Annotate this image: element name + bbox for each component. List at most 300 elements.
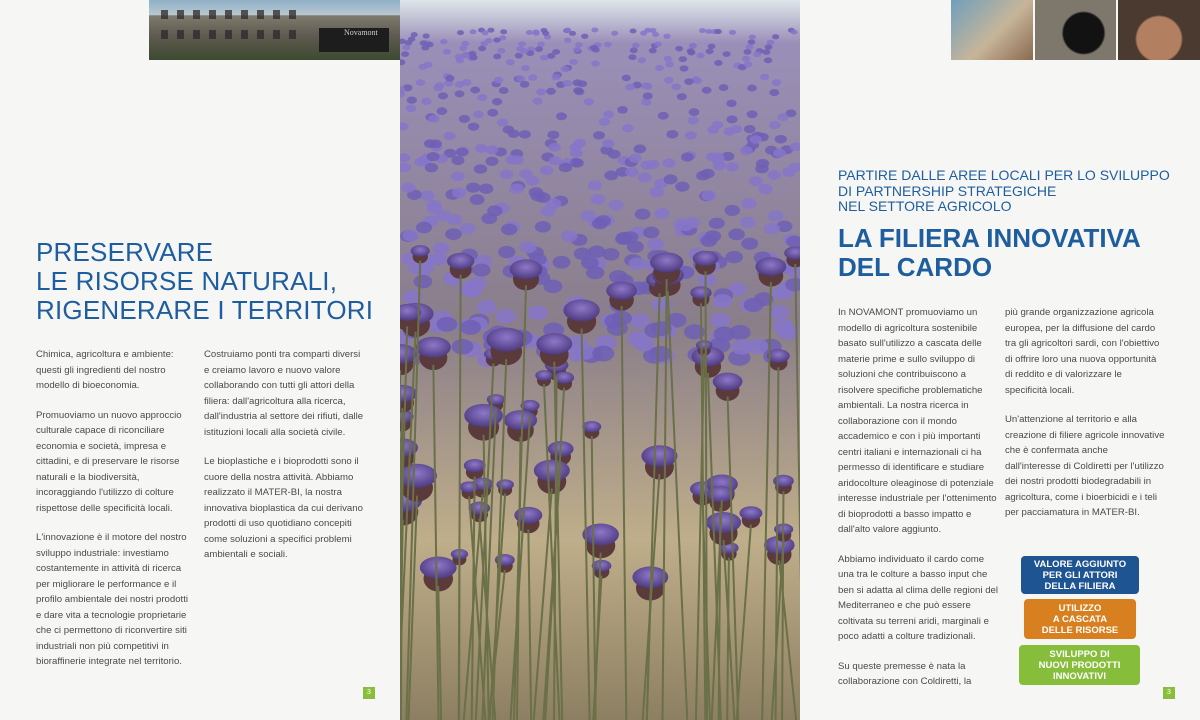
- thistle-bloom: [723, 51, 731, 57]
- thistle-bloom: [755, 164, 768, 174]
- thistle-bloom: [663, 34, 670, 39]
- paragraph: Costruiamo ponti tra comparti diversi e creiamo lavoro e nuovo valore collaborando con tutti gli attori della filiera: dall'agricoltura alla ricerca, dall'industria al settore dei rifiuti, dalle istituzioni locali alla società civile.: [204, 349, 364, 438]
- thistle-bloom: [699, 28, 706, 33]
- thistle-bloom: [744, 125, 756, 133]
- thistle-bloom: [564, 37, 571, 42]
- thistle-bloom: [658, 112, 669, 120]
- thistle-bloom: [777, 113, 788, 121]
- thistle-bloom: [706, 512, 741, 533]
- thistle-bloom: [487, 394, 505, 405]
- thistle-bloom: [586, 266, 604, 279]
- thistle-bloom: [440, 39, 448, 44]
- thistle-bloom: [725, 251, 743, 264]
- right-page-title: LA FILIERA INNOVATIVA DEL CARDO: [838, 223, 1141, 282]
- thistle-bloom: [638, 57, 646, 63]
- thistle-bloom: [728, 228, 745, 240]
- page-number: 3: [1163, 687, 1175, 699]
- thistle-bloom: [622, 124, 634, 132]
- thistle-bloom: [588, 246, 605, 258]
- thistle-bloom: [773, 475, 794, 487]
- thistle-bloom: [425, 163, 438, 173]
- thistle-bloom: [731, 339, 753, 355]
- thistle-bloom: [535, 46, 543, 52]
- thistle-bloom: [719, 84, 729, 91]
- thistle-bloom: [519, 130, 531, 138]
- thistle-bloom: [571, 158, 584, 167]
- thistle-bloom: [429, 253, 447, 266]
- thistle-bloom: [696, 340, 712, 350]
- thistle-bloom: [664, 56, 672, 62]
- thistle-bloom: [470, 29, 477, 34]
- thistle-bloom: [455, 81, 465, 88]
- thistle-bloom: [582, 524, 619, 546]
- thistle-bloom: [419, 64, 428, 70]
- thistle-bloom: [677, 220, 693, 232]
- thistle-bloom: [470, 194, 485, 205]
- thistle-bloom: [654, 208, 670, 219]
- thistle-bloom: [649, 48, 657, 54]
- thistle-bloom: [760, 74, 769, 81]
- left-column-1: [36, 347, 188, 684]
- thistle-bloom: [630, 48, 638, 54]
- thistle-bloom: [664, 77, 673, 84]
- thistle-bloom: [706, 152, 719, 161]
- thistle-bloom: [542, 31, 549, 36]
- thistle-bloom: [521, 65, 530, 71]
- thistle-bloom: [547, 131, 559, 139]
- thistle-bloom: [687, 48, 695, 54]
- thistle-bloom: [593, 131, 605, 140]
- thistle-bloom: [635, 209, 651, 220]
- badge-cascade-use: UTILIZZO A CASCATA DELLE RISORSE: [1024, 599, 1136, 639]
- thistle-bloom: [494, 77, 503, 84]
- thistle-bloom: [584, 98, 594, 105]
- building-sign: Novamont: [344, 28, 378, 37]
- thistle-bloom: [401, 51, 409, 57]
- thistle-bloom: [654, 41, 662, 46]
- thistle-bloom: [445, 75, 454, 82]
- thistle-bloom: [492, 98, 502, 105]
- thistle-bloom: [486, 145, 499, 154]
- thistle-bloom: [725, 205, 740, 216]
- farmers-photo: [951, 0, 1033, 60]
- thistle-bloom: [452, 339, 474, 355]
- thistle-bloom: [445, 228, 462, 240]
- thistle-bloom: [675, 46, 683, 52]
- thistle-bloom: [499, 87, 509, 94]
- thistle-bloom: [551, 74, 560, 81]
- thistle-field-image: [400, 0, 800, 720]
- thistle-bloom: [461, 53, 469, 59]
- thistle-bloom: [421, 98, 431, 105]
- thistle-bloom: [485, 157, 498, 166]
- thistle-bloom: [749, 176, 763, 186]
- thistle-bloom: [474, 164, 487, 174]
- thistle-bloom: [497, 48, 505, 54]
- thistle-bloom: [769, 89, 779, 96]
- thistle-bloom: [714, 60, 723, 66]
- thistle-bloom: [407, 97, 417, 104]
- thistle-bloom: [590, 194, 605, 205]
- thistle-bloom: [406, 104, 417, 112]
- thistle-bloom: [724, 127, 736, 135]
- thistle-bloom: [632, 43, 640, 49]
- thistle-bloom: [602, 139, 614, 148]
- thistle-bloom: [775, 135, 787, 144]
- thistle-bloom: [664, 174, 678, 184]
- thistle-bloom: [739, 506, 762, 520]
- thistle-bloom: [592, 47, 600, 53]
- thistle-bloom: [536, 88, 546, 95]
- thistle-bloom: [625, 167, 639, 177]
- thistle-bloom: [630, 28, 637, 33]
- thistle-bloom: [742, 56, 750, 62]
- thistle-bloom: [747, 85, 757, 92]
- thistle-bloom: [408, 36, 415, 41]
- thistle-bloom: [478, 46, 486, 52]
- thistle-bloom: [493, 37, 500, 42]
- thistle-bloom: [420, 191, 435, 202]
- thistle-bloom: [701, 190, 716, 201]
- thistle-bloom: [604, 42, 612, 47]
- thistle-bloom: [677, 93, 687, 100]
- thistle-bloom: [428, 115, 439, 123]
- thistle-bloom: [689, 43, 697, 49]
- thistle-bloom: [473, 110, 484, 118]
- thistle-bloom: [726, 100, 736, 107]
- thistle-bloom: [638, 172, 652, 182]
- thistle-bloom: [625, 84, 635, 91]
- paragraph: Su queste premesse è nata la collaborazione con Coldiretti, la: [838, 660, 972, 687]
- thistle-bloom: [461, 41, 469, 46]
- thistle-bloom: [665, 61, 674, 67]
- thistle-bloom: [764, 57, 772, 63]
- thistle-bloom: [411, 245, 430, 256]
- thistle-bloom: [479, 184, 493, 194]
- thistle-bloom: [426, 42, 434, 47]
- thistle-bloom: [574, 139, 586, 148]
- thistle-bloom: [685, 131, 697, 140]
- thistle-bloom: [573, 87, 583, 94]
- thistle-bloom: [629, 153, 642, 162]
- thistle-bloom: [603, 110, 614, 118]
- thistle-bloom: [464, 459, 486, 472]
- thistle-bloom: [744, 61, 753, 67]
- thistle-bloom: [520, 81, 530, 88]
- thistle-bloom: [416, 222, 432, 234]
- thistle-bloom: [628, 54, 636, 60]
- thistle-bloom: [750, 135, 762, 144]
- thistle-bloom: [451, 156, 464, 165]
- thistle-bloom: [443, 49, 451, 55]
- thistle-bloom: [535, 221, 551, 233]
- thistle-bloom: [481, 30, 488, 35]
- thistle-bloom: [772, 79, 781, 86]
- thistle-bloom: [591, 28, 598, 33]
- thistle-bloom: [563, 80, 572, 87]
- thistle-bloom: [726, 162, 739, 172]
- thistle-bloom: [765, 44, 773, 50]
- thistle-bloom: [468, 123, 480, 131]
- thistle-bloom: [753, 51, 761, 57]
- thistle-bloom: [422, 33, 429, 38]
- thistle-bloom: [681, 152, 694, 161]
- thistle-bloom: [767, 40, 775, 45]
- thistle-bloom: [747, 110, 758, 118]
- thistle-bloom: [516, 46, 524, 52]
- thistle-bloom: [662, 158, 675, 167]
- thistle-bloom: [486, 328, 526, 352]
- thistle-bloom: [715, 29, 722, 34]
- thistle-bloom: [767, 170, 781, 180]
- thistle-bloom: [748, 39, 756, 44]
- thistle-bloom: [408, 262, 426, 275]
- thistle-bloom: [609, 270, 628, 283]
- thistle-bloom: [643, 83, 653, 90]
- thistle-bloom: [519, 241, 536, 253]
- thistle-bloom: [549, 156, 562, 165]
- thistle-bloom: [671, 83, 681, 90]
- thistle-bloom: [582, 421, 601, 432]
- thistle-bloom: [433, 84, 443, 91]
- thistle-bloom: [451, 171, 465, 181]
- thistle-bloom: [675, 182, 689, 192]
- thistle-bloom: [496, 309, 516, 324]
- thistle-bloom: [746, 44, 754, 50]
- thistle-bloom: [609, 200, 624, 211]
- thistle-bloom: [688, 116, 699, 124]
- thistle-bloom: [713, 373, 743, 391]
- page-number: 3: [363, 687, 375, 699]
- agriculture-photo-strip: [951, 0, 1200, 60]
- thistle-bloom: [402, 45, 410, 51]
- right-page-subtitle: PARTIRE DALLE AREE LOCALI PER LO SVILUPPO DI PARTNERSHIP STRATEGICHE NEL SETTORE AGRICOLO: [838, 167, 1170, 214]
- paragraph: L'innovazione è il motore del nostro sviluppo industriale: investiamo costantemente in attività di ricerca per migliorare le performance e il profilo ambientale dei nostri prodotti e dare vita a tecnologie proprietarie che ci permettono di riconvertire siti industriali non più competitivi in bioraffinerie integrate nel territorio.: [36, 532, 188, 667]
- thistle-bloom: [611, 31, 618, 36]
- thistle-bloom: [749, 34, 756, 39]
- thistle-bloom: [741, 198, 756, 209]
- paragraph: più grande organizzazione agricola europea, per la diffusione del cardo tra gli agricoltori sardi, con l'obiettivo di offrire loro una nuova opportunità di reddito e di valorizzare le specificità locali.: [1005, 307, 1160, 396]
- thistle-bloom: [608, 150, 621, 159]
- thistle-bloom: [655, 65, 664, 71]
- thistle-bloom: [769, 121, 780, 129]
- thistle-bloom: [622, 75, 631, 82]
- thistle-bloom: [740, 146, 753, 155]
- thistle-bloom: [485, 38, 492, 43]
- thistle-bloom: [622, 231, 639, 243]
- thistle-bloom: [402, 230, 419, 242]
- thistle-bloom: [773, 149, 786, 158]
- thistle-bloom: [515, 53, 523, 59]
- thistle-bloom: [758, 184, 772, 194]
- thistle-bloom: [541, 206, 556, 217]
- thistle-bloom: [511, 155, 524, 164]
- thistle-bloom: [534, 460, 570, 482]
- thistle-bloom: [500, 29, 507, 34]
- thistle-bloom: [607, 321, 628, 336]
- thistle-bloom: [762, 49, 770, 55]
- thistle-bloom: [481, 213, 497, 224]
- building-photo: [149, 0, 400, 60]
- thistle-bloom: [707, 126, 719, 134]
- thistle-bloom: [706, 49, 714, 55]
- thistle-bloom: [561, 66, 570, 72]
- thistle-bloom: [500, 169, 514, 179]
- thistle-bloom: [561, 230, 578, 242]
- thistle-bloom: [516, 75, 525, 82]
- thistle-bloom: [460, 481, 479, 492]
- thistle-bloom: [528, 306, 548, 320]
- thistle-bloom: [460, 320, 481, 335]
- thistle-bloom: [559, 163, 572, 173]
- thistle-bloom: [556, 112, 567, 120]
- thistle-bloom: [504, 410, 537, 430]
- thistle-bloom: [459, 223, 475, 235]
- thistle-bloom: [643, 92, 653, 99]
- thistle-bloom: [533, 31, 540, 36]
- thistle-bloom: [697, 53, 705, 59]
- thistle-bloom: [705, 29, 712, 34]
- thistle-bloom: [437, 317, 458, 332]
- thistle-bloom: [535, 370, 552, 380]
- thistle-bloom: [744, 298, 764, 312]
- thistle-bloom: [640, 160, 653, 170]
- thistle-bloom: [592, 560, 612, 572]
- thistle-bloom: [487, 109, 498, 117]
- thistle-bloom: [709, 218, 725, 229]
- thistle-bloom: [427, 200, 442, 211]
- thistle-bloom: [569, 59, 577, 65]
- thistle-bloom: [666, 130, 678, 138]
- thistle-bloom: [570, 149, 583, 158]
- thistle-bloom: [553, 256, 571, 269]
- thistle-field-photo: [400, 0, 800, 720]
- thistle-bloom: [689, 108, 700, 116]
- thistle-bloom: [536, 333, 572, 355]
- thistle-bloom: [564, 28, 571, 33]
- thistle-bloom: [606, 281, 637, 299]
- thistle-bloom: [705, 230, 722, 242]
- thistle-bloom: [435, 210, 451, 221]
- thistle-bloom: [634, 144, 647, 153]
- thistle-bloom: [510, 184, 524, 194]
- left-column-2: [204, 347, 368, 577]
- thistle-bloom: [710, 313, 731, 328]
- thistle-bloom: [420, 557, 457, 579]
- thistle-bloom: [455, 90, 465, 97]
- thistle-bloom: [599, 118, 610, 126]
- seeds-on-rock-photo: [1035, 0, 1117, 60]
- thistle-bloom: [528, 74, 537, 81]
- thistle-bloom: [470, 87, 480, 94]
- thistle-bloom: [456, 57, 464, 63]
- thistle-bloom: [588, 180, 602, 190]
- thistle-bloom: [741, 238, 758, 250]
- thistle-bloom: [581, 34, 588, 39]
- thistle-bloom: [459, 115, 470, 123]
- seeds-in-hand-photo: [1118, 0, 1200, 60]
- thistle-bloom: [647, 238, 664, 250]
- thistle-bloom: [443, 132, 455, 141]
- thistle-bloom: [493, 53, 501, 59]
- thistle-bloom: [592, 346, 614, 362]
- thistle-bloom: [743, 49, 751, 55]
- thistle-bloom: [702, 87, 712, 94]
- thistle-bloom: [649, 187, 664, 197]
- thistle-bloom: [427, 152, 440, 161]
- thistle-bloom: [519, 169, 533, 179]
- thistle-bloom: [497, 118, 508, 126]
- thistle-bloom: [782, 167, 796, 177]
- thistle-bloom: [477, 94, 487, 101]
- thistle-bloom: [540, 55, 548, 61]
- thistle-bloom: [684, 78, 693, 85]
- thistle-bloom: [650, 252, 683, 272]
- thistle-bloom: [475, 144, 488, 153]
- thistle-bloom: [459, 45, 467, 51]
- thistle-bloom: [487, 28, 494, 33]
- thistle-bloom: [546, 88, 556, 95]
- thistle-bloom: [532, 97, 542, 104]
- thistle-bloom: [690, 286, 711, 299]
- thistle-bloom: [510, 259, 543, 279]
- thistle-bloom: [498, 246, 515, 258]
- thistle-bloom: [580, 210, 596, 221]
- thistle-bloom: [526, 30, 533, 35]
- thistle-bloom: [503, 125, 515, 133]
- thistle-bloom: [433, 242, 450, 254]
- thistle-stem: [401, 408, 402, 720]
- thistle-stem: [782, 491, 783, 720]
- thistle-bloom: [714, 327, 735, 342]
- thistle-bloom: [595, 215, 611, 226]
- thistle-bloom: [466, 183, 480, 193]
- thistle-bloom: [701, 169, 715, 179]
- thistle-bloom: [548, 143, 560, 152]
- thistle-bloom: [463, 284, 482, 298]
- thistle-bloom: [764, 223, 780, 235]
- paragraph: Le bioplastiche e i bioprodotti sono il cuore della nostra attività. Abbiamo realizzato il MATER-BI, la nostra innovativa bioplastica da cui derivano prodotti di uso quotidiano concepiti come soluzioni a specifici problemi ambientali e sociali.: [204, 456, 363, 560]
- thistle-bloom: [537, 42, 545, 47]
- paragraph: In NOVAMONT promuoviamo un modello di agricoltura sostenibile basato sull'utilizzo a cascata delle materie prime e sullo sviluppo di soluzioni che contribuiscono a risolvere specifiche problematiche ambientali. La nostra ricerca in collaborazione con il mondo accademico e con i più importanti centri italiani e internazionali ci ha permesso di identificare e studiare aridocolture oleaginose di potenziale interesse industriale per l'ottenimento di bioprodotti a basso impatto e dall'alto valore aggiunto.: [838, 307, 997, 535]
- thistle-bloom: [536, 192, 551, 203]
- paragraph: Abbiamo individuato il cardo come una tra le colture a basso input che ben si adatta al clima delle regioni del Mediterraneo e che può essere coltivata su terreni aridi, marginali e poco adatti a colture tradizionali.: [838, 553, 998, 642]
- thistle-bloom: [729, 30, 736, 35]
- thistle-bloom: [591, 60, 600, 66]
- thistle-bloom: [452, 188, 467, 198]
- right-column-1: [838, 305, 998, 704]
- right-column-2: [1005, 305, 1165, 535]
- thistle-bloom: [437, 107, 448, 115]
- thistle-bloom: [496, 479, 514, 490]
- thistle-bloom: [769, 305, 789, 319]
- thistle-bloom: [416, 79, 425, 86]
- thistle-bloom: [464, 404, 503, 427]
- thistle-bloom: [679, 56, 687, 62]
- thistle-bloom: [438, 92, 448, 99]
- thistle-bloom: [791, 30, 798, 35]
- thistle-bloom: [457, 30, 464, 35]
- thistle-bloom: [643, 227, 659, 239]
- thistle-bloom: [401, 183, 415, 193]
- left-page-title: PRESERVARE LE RISORSE NATURALI, RIGENERARE I TERRITORI: [36, 237, 374, 325]
- thistle-bloom: [414, 275, 433, 288]
- thistle-bloom: [628, 258, 646, 271]
- thistle-bloom: [501, 224, 517, 236]
- thistle-bloom: [740, 217, 756, 228]
- paragraph: Promuoviamo un nuovo approccio culturale capace di riconciliare economia e società, impresa e cittadini, e di preservare le risorse naturali e la biodiversità, incoraggiando l'utilizzo di colture rispettose delle specificità locali.: [36, 409, 182, 514]
- badge-added-value: VALORE AGGIUNTO PER GLI ATTORI DELLA FILIERA: [1021, 556, 1139, 594]
